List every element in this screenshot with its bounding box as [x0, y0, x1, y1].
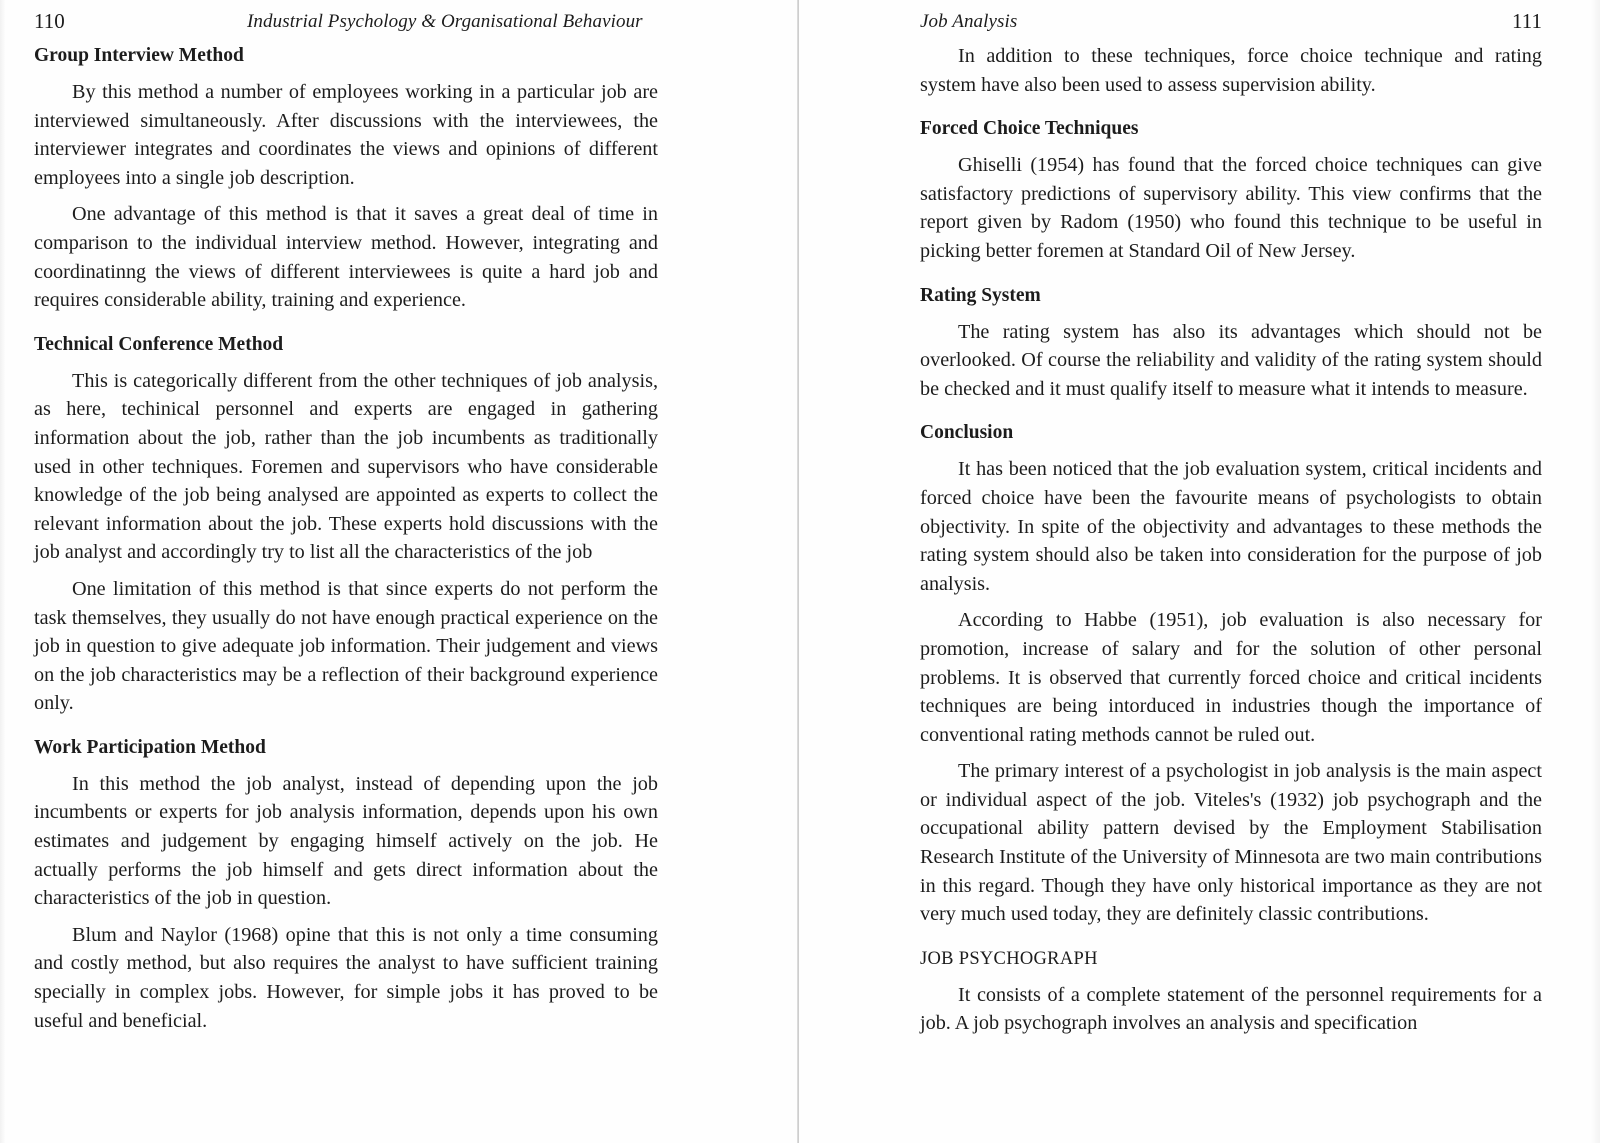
paragraph: In this method the job analyst, instead of depending upon the job incumbents or experts for job analysis information, depends upon his own estimates and judgement by engaging himself actively on the job. He actually performs the job himself and gets direct information about the characteristics of the job in question. [34, 772, 658, 910]
paragraph: It has been noticed that the job evaluation system, critical incidents and forced choice have been the favourite means of psychologists to obtain objectivity. In spite of the objectivity and advantages to these methods the rating system should also be taken into consideration for the purpose of job analysis. [920, 458, 1542, 595]
running-title-left: Industrial Psychology & Organisational Behaviour [247, 11, 643, 32]
paragraph: Ghiselli (1954) has found that the forced choice techniques can give satisfactory predictions of supervisory ability. This view confirms that the report given by Radom (1950) who found this technique to be useful in picking better foremen at Standard Oil of New Jersey. [920, 154, 1542, 262]
page-edge-shadow [1590, 0, 1600, 1143]
paragraph: Blum and Naylor (1968) opine that this is not only a time consuming and costly method, but also requires the analyst to have sufficient training specially in complex jobs. However, for simple jobs it has proved to be useful and beneficial. [34, 923, 658, 1032]
paragraph: This is categorically different from the other techniques of job analysis, as here, techinical personnel and experts are engaged in gathering information about the job, rather than the job incumbents as traditionally used in other techniques. Foremen and supervisors who have considerable knowledge of the job being analysed are appointed as experts to collect the relevant information about the job. These experts hold discussions with the job analyst and accordingly try to list all the characteristics of the job [34, 369, 658, 564]
section-heading: Work Participation Method [34, 736, 266, 758]
paragraph: According to Habbe (1951), job evaluation is also necessary for promotion, increase of salary and for the solution of other personal problems. It is observed that currently forced choice and critical incidents techniques are being intorduced in industries though the importance of conventional rating methods cannot be ruled out. [920, 609, 1542, 746]
paragraph: It consists of a complete statement of the personnel requirements for a job. A job psychograph involves an analysis and specification [920, 983, 1542, 1035]
paragraph: One limitation of this method is that since experts do not perform the task themselves, they usually do not have enough practical experience on the job in question to give adequate job information. Their judgement and views on the job characteristics may be a reflection of their background experience only. [34, 577, 658, 715]
section-heading: Group Interview Method [34, 45, 244, 66]
paragraph: One advantage of this method is that it saves a great deal of time in comparison to the individual interview method. However, integrating and coordinatinng the views of different interviewees is quite a hard job and requires considerable ability, training and experience. [34, 203, 658, 312]
intro-paragraph: In addition to these techniques, force choice technique and rating system have also been used to assess supervision ability. [920, 45, 1542, 96]
section-heading: JOB PSYCHOGRAPH [920, 948, 1098, 969]
section-heading: Technical Conference Method [34, 333, 284, 355]
right-page-body [920, 42, 1542, 1046]
running-title-right: Job Analysis [920, 11, 1018, 32]
left-page [0, 0, 798, 1143]
section-heading: Forced Choice Techniques [920, 118, 1139, 140]
page-number-left: 110 [34, 9, 65, 33]
left-page-body [34, 42, 658, 1043]
section-heading: Conclusion [920, 422, 1014, 444]
page-edge-shadow [0, 0, 6, 1143]
paragraph: By this method a number of employees working in a particular job are interviewed simultaneously. After discussions with the interviewees, the interviewer integrates and coordinates the views and opinions of different employees into a single job description. [34, 81, 658, 189]
paragraph: The primary interest of a psychologist in job analysis is the main aspect or individual aspect of the job. Viteles's (1932) job psychograph and the occupational ability pattern devised by the Employment Stabilisation Research Institute of the University of Minnesota are two main contributions in this regard. Though they have only historical importance as they are not very much used today, they are definitely classic contributions. [920, 760, 1542, 926]
right-page [799, 0, 1600, 1143]
paragraph: The rating system has also its advantages which should not be overlooked. Of course the reliability and validity of the rating system should be checked and it must qualify itself to measure what it intends to measure. [920, 320, 1542, 400]
page-number-right: 111 [1512, 9, 1542, 33]
section-heading: Rating System [920, 284, 1041, 306]
